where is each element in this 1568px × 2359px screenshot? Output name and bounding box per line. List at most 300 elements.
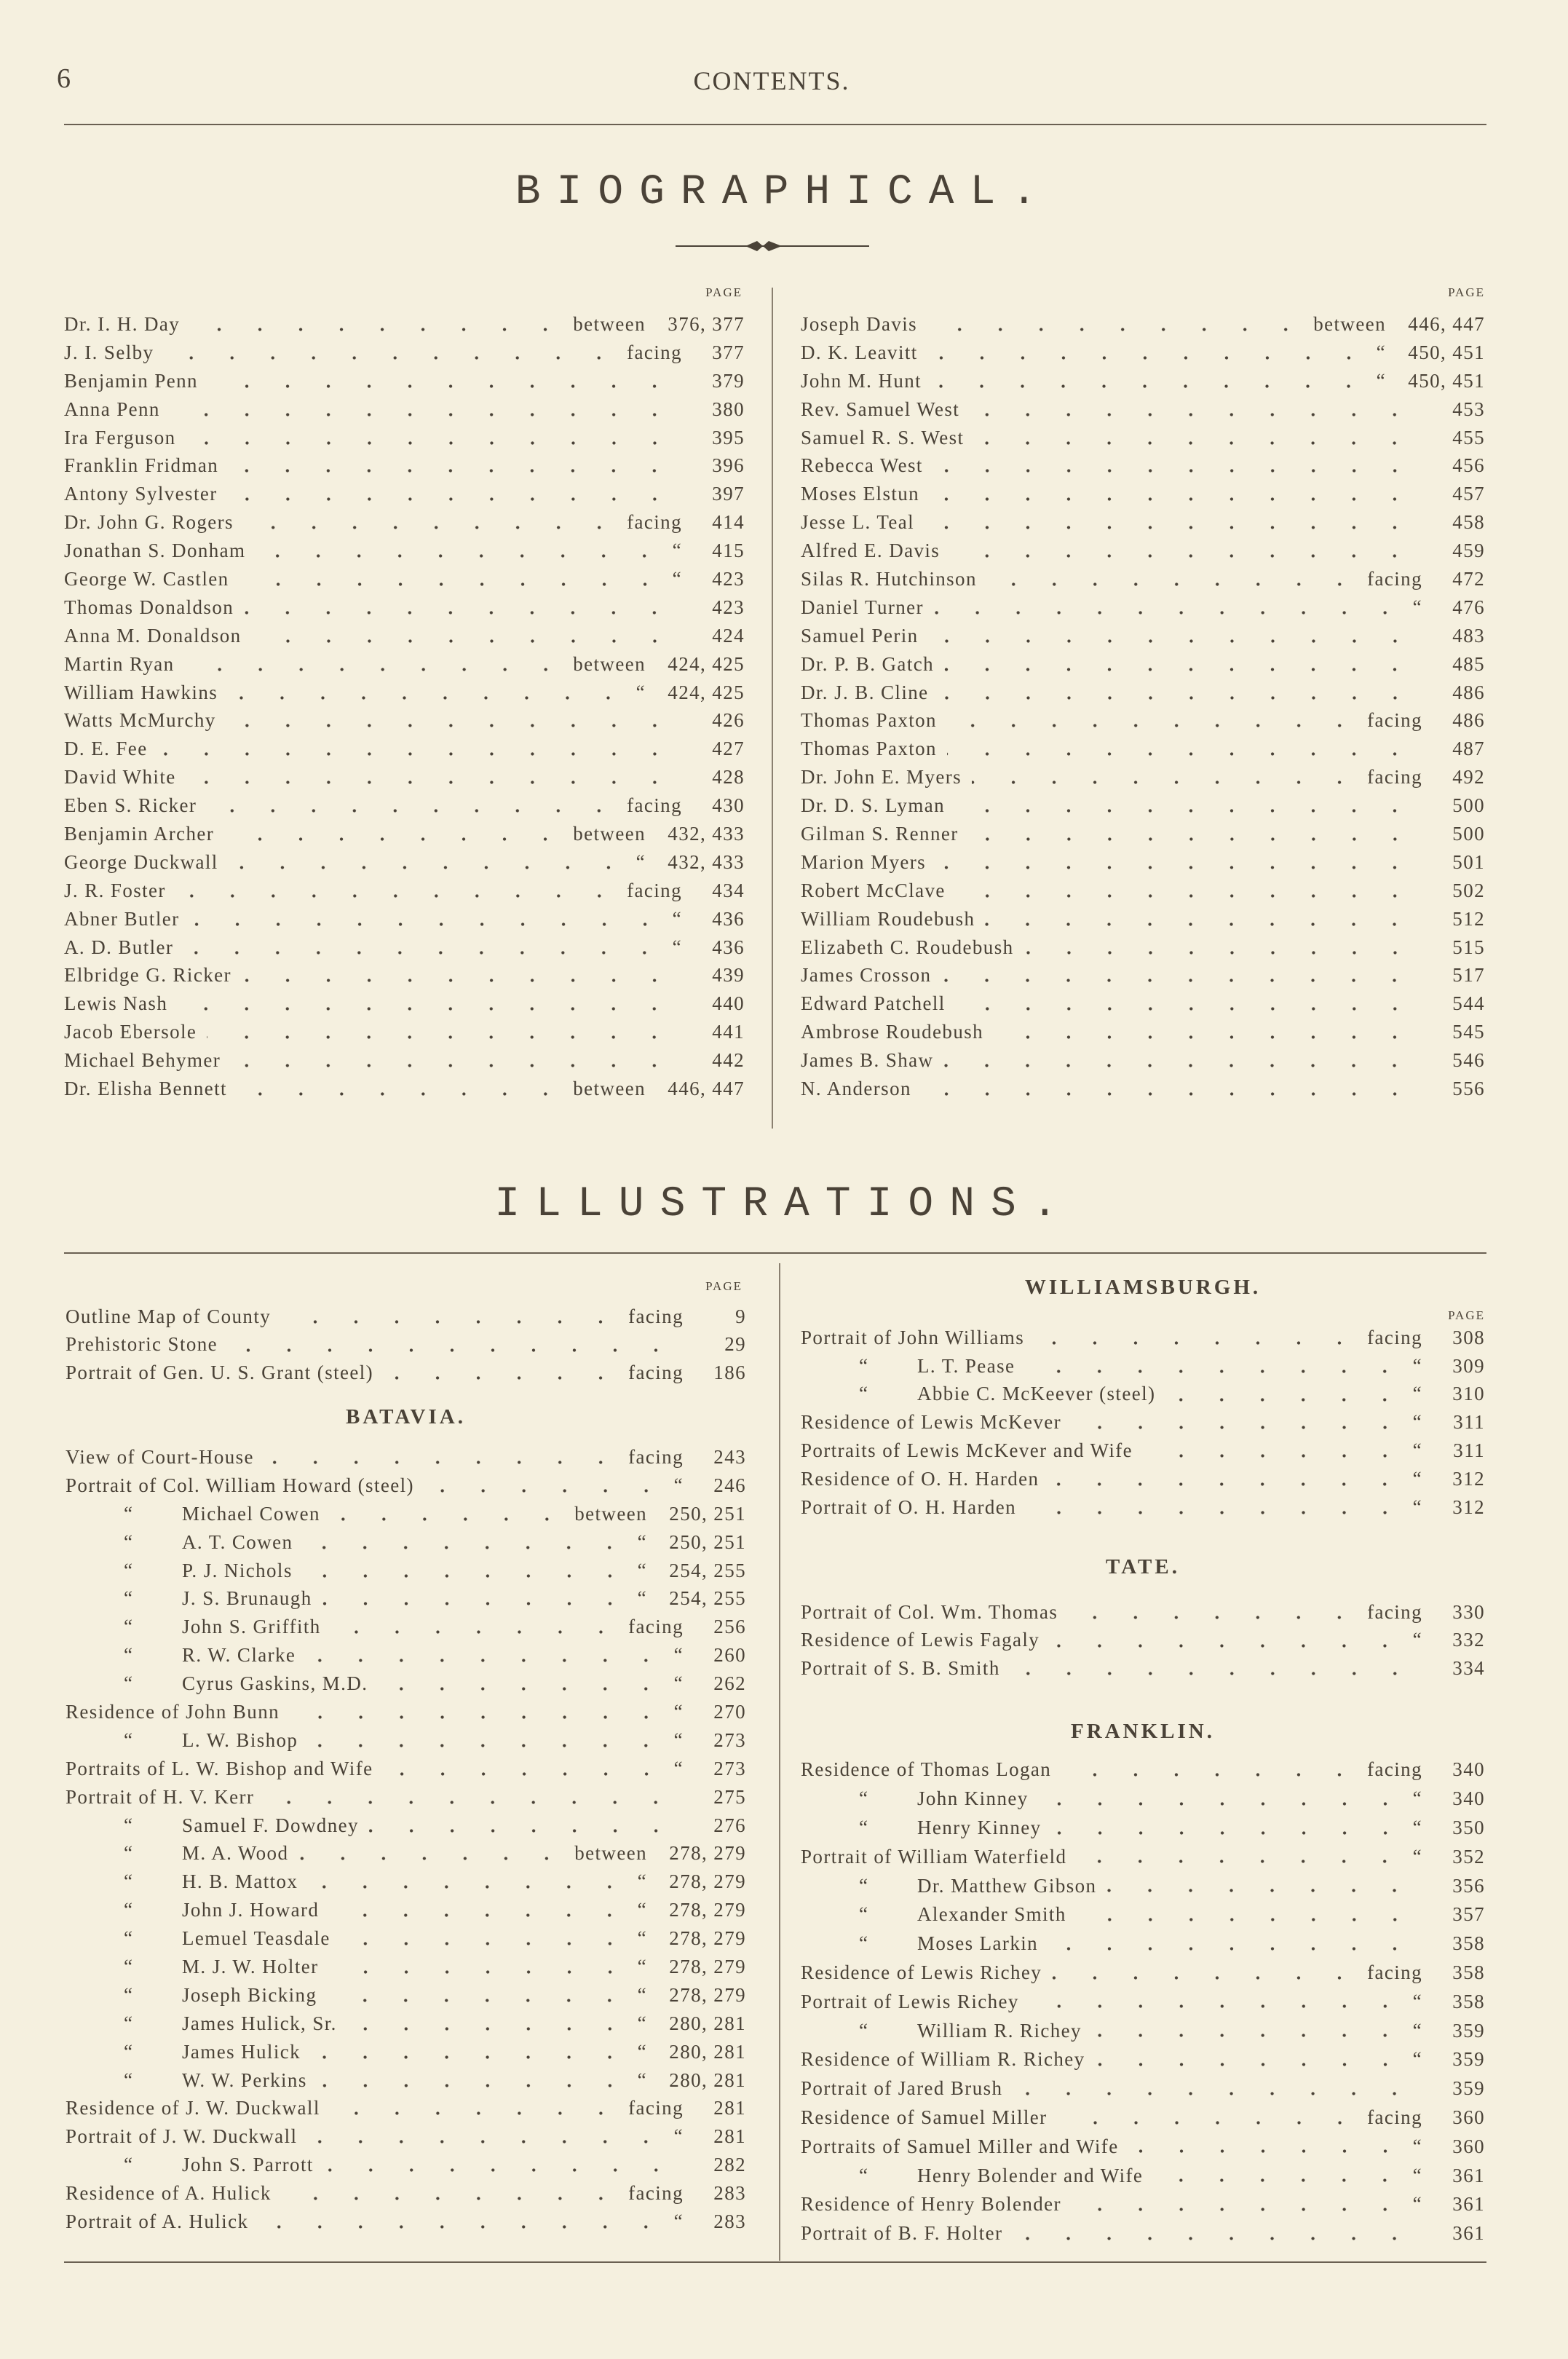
page-qualifier: “ (673, 1672, 684, 1695)
page-number: 283 (713, 2182, 746, 2205)
entry-title: Edward Patchell (801, 992, 946, 1015)
entry-title: L. W. Bishop (182, 1728, 298, 1751)
page-qualifier: facing (627, 794, 682, 817)
page-reference (1367, 709, 1485, 732)
toc-entry (801, 480, 1485, 508)
page-reference (573, 653, 745, 676)
entry-title: Portrait of J. W. Duckwall (66, 2125, 298, 2148)
page-number: 310 (1452, 1383, 1485, 1405)
dot-leader (224, 820, 566, 848)
williamsburgh-heading: WILLIAMSBURGH. (1024, 1276, 1262, 1299)
page-number: 395 (712, 426, 745, 449)
entry-title: Alexander Smith (917, 1903, 1066, 1926)
page-reference (1413, 2020, 1485, 2042)
entry-title: Dr. John G. Rogers (64, 511, 234, 534)
page-qualifier: “ (637, 2040, 647, 2063)
dot-leader (229, 848, 629, 877)
page-reference (1367, 568, 1485, 590)
page-number: 254, 255 (669, 1587, 746, 1610)
page-reference (1422, 992, 1485, 1015)
toc-entry (801, 877, 1485, 905)
franklin-heading: FRANKLIN. (1071, 1720, 1215, 1743)
page-qualifier: between (1313, 312, 1386, 335)
toc-entry (801, 1871, 1485, 1900)
toc-entry (801, 2190, 1485, 2219)
entry-title: Portrait of B. F. Holter (801, 2222, 1003, 2245)
page-number: 29 (724, 1333, 746, 1356)
page-reference (682, 1049, 745, 1072)
dot-leader (939, 679, 1415, 707)
page-number: 517 (1452, 964, 1485, 987)
page-reference (1413, 1787, 1485, 1810)
dot-leader (985, 905, 1415, 933)
page-reference (684, 1814, 746, 1837)
toc-entry (64, 1018, 745, 1046)
page-qualifier: “ (1412, 596, 1422, 618)
dot-leader (934, 593, 1406, 622)
dot-leader (303, 1528, 630, 1557)
toc-entry (801, 820, 1485, 848)
entry-title: Portrait of H. V. Kerr (66, 1785, 255, 1808)
page-number: 280, 281 (669, 2040, 746, 2063)
page-reference (1367, 1327, 1485, 1349)
dot-leader (324, 2151, 676, 2179)
page-reference (1422, 964, 1485, 987)
page-qualifier: facing (1367, 1758, 1422, 1781)
toc-entry (801, 508, 1485, 537)
page-qualifier: “ (672, 567, 682, 590)
entry-title: Abbie C. McKeever (steel) (917, 1383, 1156, 1405)
entry-title: D. E. Fee (64, 738, 148, 760)
page-number: 308 (1452, 1326, 1485, 1348)
dot-leader (290, 1698, 667, 1726)
page-qualifier: between (573, 312, 646, 335)
toc-entry (64, 877, 745, 905)
entry-title: M. A. Wood (182, 1842, 289, 1865)
entry-title: J. S. Brunaugh (182, 1587, 312, 1610)
entry-title: Prehistoric Stone (66, 1333, 218, 1356)
entry-title: Eben S. Ricker (64, 794, 197, 817)
page-number: 361 (1452, 2164, 1485, 2186)
page-reference (1422, 653, 1485, 676)
page-number: 312 (1452, 1467, 1485, 1490)
toc-entry (64, 820, 745, 848)
page-reference (1367, 1758, 1485, 1781)
dot-leader (943, 1046, 1415, 1075)
toc-entry (64, 1046, 745, 1075)
page-number: 457 (1452, 483, 1485, 505)
entry-title: Dr. D. S. Lyman (801, 794, 946, 817)
dot-leader (1072, 1408, 1406, 1437)
page-reference (628, 2097, 746, 2119)
page-qualifier: facing (1367, 1600, 1422, 1623)
page-number: 455 (1452, 426, 1485, 449)
ditto-mark: “ (124, 2040, 134, 2063)
toc-entry (801, 735, 1485, 763)
dot-leader (1061, 1755, 1360, 1785)
toc-entry (801, 706, 1485, 735)
toc-entry (64, 451, 745, 480)
entry-title: Thomas Paxton (801, 738, 937, 760)
page-qualifier: between (574, 1502, 647, 1525)
entry-title: View of Court-House (66, 1445, 254, 1468)
toc-entry (64, 1075, 745, 1103)
page-number: 311 (1453, 1411, 1485, 1434)
page-number: 278, 279 (669, 1870, 746, 1893)
page-number: 358 (1452, 1932, 1485, 1955)
page-reference (1367, 766, 1485, 789)
entry-title: M. J. W. Holter (182, 1955, 319, 1977)
dot-leader (928, 339, 1369, 367)
biographical-list-left (64, 310, 745, 1103)
page-reference (1422, 823, 1485, 845)
biographical-list-right (801, 310, 1485, 1103)
entry-title: Residence of O. H. Harden (801, 1467, 1040, 1490)
entry-title: Henry Kinney (917, 1816, 1042, 1838)
entry-title: Residence of Samuel Miller (801, 2106, 1048, 2128)
dot-leader (974, 424, 1415, 452)
page-reference (1422, 454, 1485, 477)
entry-title: Residence of Lewis Fagaly (801, 1629, 1040, 1651)
ditto-mark: “ (124, 1672, 134, 1695)
dot-leader (185, 650, 566, 679)
page-qualifier: “ (1412, 1467, 1422, 1490)
dot-leader (183, 933, 665, 962)
page-reference (684, 1333, 746, 1356)
dot-leader (306, 1641, 666, 1670)
page-reference (1413, 1383, 1485, 1405)
dot-leader (932, 367, 1369, 395)
page-reference (1422, 540, 1485, 562)
toc-entry (66, 1981, 746, 2010)
dot-leader (969, 820, 1415, 848)
page-number: 485 (1452, 652, 1485, 675)
page-number: 262 (713, 1672, 746, 1695)
page-number: 352 (1452, 1845, 1485, 1868)
dot-leader (1025, 1352, 1405, 1380)
page-qualifier: “ (1412, 2135, 1422, 2157)
page-reference (1413, 1355, 1485, 1378)
page-number: 500 (1452, 794, 1485, 817)
ditto-mark: “ (859, 2164, 869, 2186)
page-number: 512 (1452, 907, 1485, 930)
entry-title: J. R. Foster (64, 879, 166, 901)
toc-entry (801, 961, 1485, 989)
entry-title: Moses Larkin (917, 1932, 1039, 1955)
toc-entry (64, 395, 745, 424)
dot-leader (298, 1839, 567, 1868)
toc-entry (801, 933, 1485, 962)
page-reference (1422, 1021, 1485, 1043)
entry-title: Dr. P. B. Gatch (801, 652, 934, 675)
page-number: 424, 425 (668, 681, 745, 703)
toc-entry (801, 1900, 1485, 1929)
page-reference (1413, 1817, 1485, 1839)
toc-entry (66, 2208, 746, 2236)
page-reference (638, 2041, 746, 2063)
ditto-mark: “ (124, 1983, 134, 2006)
toc-entry (66, 1896, 746, 1924)
ditto-mark: “ (124, 1870, 134, 1893)
page-number: 501 (1452, 850, 1485, 873)
dot-leader (1049, 1465, 1405, 1493)
dot-leader (170, 395, 675, 424)
page-qualifier: “ (637, 2068, 647, 2091)
toc-entry (66, 1443, 746, 1471)
entry-title: Joseph Bicking (182, 1983, 317, 2006)
page-number: 254, 255 (669, 1559, 746, 1581)
ditto-mark: “ (124, 2068, 134, 2091)
page-qualifier: “ (1412, 2193, 1422, 2216)
page-number: 243 (713, 1445, 746, 1468)
page-number: 456 (1452, 454, 1485, 477)
page-number: 515 (1452, 936, 1485, 958)
dot-leader (1143, 1437, 1406, 1465)
page-reference (1367, 1961, 1485, 1984)
dot-leader (922, 1075, 1415, 1103)
entry-title: Portrait of Gen. U. S. Grant (steel) (66, 1361, 374, 1383)
toc-entry (801, 593, 1485, 622)
page-reference (1422, 1903, 1485, 1926)
page-qualifier: facing (628, 2097, 684, 2119)
page-reference (682, 625, 745, 647)
page-number: 486 (1452, 681, 1485, 703)
ditto-mark: “ (124, 1927, 134, 1950)
page-qualifier: facing (1367, 2106, 1422, 2128)
page-qualifier: “ (673, 1757, 684, 1779)
entry-title: James Crosson (801, 964, 932, 987)
page-reference (627, 511, 745, 534)
page-number: 441 (712, 1021, 745, 1043)
dot-leader (936, 848, 1415, 877)
dot-leader (308, 1868, 630, 1896)
ditto-mark: “ (124, 1842, 134, 1865)
page-number: 282 (713, 2154, 746, 2176)
toc-entry (66, 1698, 746, 1726)
toc-entry (801, 622, 1485, 650)
dot-leader (930, 480, 1415, 508)
entry-title: Silas R. Hutchinson (801, 567, 977, 590)
page-reference (674, 1474, 746, 1497)
page-number: 432, 433 (668, 850, 745, 873)
toc-entry (64, 706, 745, 735)
entry-title: Residence of John Bunn (66, 1700, 280, 1723)
page-qualifier: “ (1412, 2164, 1422, 2186)
dot-leader (1129, 2132, 1406, 2161)
page-number: 380 (712, 398, 745, 420)
dot-leader (207, 791, 619, 820)
toc-entry (64, 565, 745, 593)
column-divider (772, 288, 773, 1129)
dot-leader (341, 1924, 630, 1953)
entry-title: Benjamin Penn (64, 369, 198, 392)
dot-leader (1052, 1959, 1360, 1988)
page-number: 273 (713, 1757, 746, 1779)
entry-title: Elizabeth C. Roudebush (801, 936, 1014, 958)
page-qualifier: facing (1367, 709, 1422, 732)
page-reference (682, 596, 745, 619)
entry-title: Dr. Matthew Gibson (917, 1874, 1097, 1897)
entry-title: Alfred E. Davis (801, 540, 941, 562)
illustrations-rule (64, 1252, 1486, 1254)
toc-entry (64, 650, 745, 679)
entry-title: Jacob Ebersole (64, 1021, 197, 1043)
entry-title: Franklin Fridman (64, 454, 219, 477)
page-column-label: PAGE (705, 1279, 743, 1293)
dot-leader (1034, 1324, 1360, 1352)
toc-entry (801, 1814, 1485, 1843)
toc-entry (64, 735, 745, 763)
toc-entry (801, 1959, 1485, 1988)
toc-entry (64, 848, 745, 877)
toc-entry (66, 2038, 746, 2066)
page-number: 357 (1452, 1903, 1485, 1926)
entry-title: James B. Shaw (801, 1049, 934, 1072)
dot-leader (1050, 1627, 1405, 1655)
page-number: 359 (1452, 2077, 1485, 2100)
toc-entry (801, 1352, 1485, 1380)
page-qualifier: facing (627, 879, 682, 901)
page-reference (1413, 1439, 1485, 1462)
toc-entry (801, 2074, 1485, 2103)
page-reference (1377, 341, 1485, 364)
toc-entry (801, 1380, 1485, 1409)
toc-entry (64, 905, 745, 933)
entry-title: L. T. Pease (917, 1354, 1015, 1377)
dot-leader (331, 1613, 621, 1641)
ditto-mark: “ (124, 1502, 134, 1525)
page-reference (1422, 880, 1485, 902)
toc-entry (801, 650, 1485, 679)
page-reference (1422, 1875, 1485, 1897)
page-number: 256 (713, 1616, 746, 1638)
page-reference (682, 370, 745, 392)
toc-entry (801, 2103, 1485, 2133)
entry-title: A. D. Butler (64, 936, 174, 958)
dot-leader (258, 2208, 666, 2236)
page-qualifier: “ (1412, 1629, 1422, 1651)
page-reference (636, 681, 745, 704)
toc-entry (64, 424, 745, 452)
toc-entry (801, 395, 1485, 424)
page-qualifier: “ (637, 2012, 647, 2034)
toc-entry (801, 1465, 1485, 1493)
toc-entry (801, 1929, 1485, 1959)
dot-leader (944, 650, 1415, 679)
page-qualifier: “ (1412, 1439, 1422, 1462)
page-reference (673, 540, 745, 562)
page-qualifier: “ (1412, 1411, 1422, 1434)
entry-title: Dr. J. B. Cline (801, 681, 929, 703)
page-number: 436 (712, 936, 745, 958)
page-reference (673, 908, 745, 930)
page-number: 360 (1452, 2106, 1485, 2128)
entry-title: H. B. Mattox (182, 1870, 298, 1893)
page-number: 356 (1452, 1874, 1485, 1897)
tate-heading: TATE. (1106, 1555, 1180, 1578)
page-qualifier: facing (628, 1445, 684, 1468)
page-reference (1422, 2222, 1485, 2245)
entry-title: Michael Cowen (182, 1502, 320, 1525)
page-number: 360 (1452, 2135, 1485, 2157)
toc-entry (801, 1493, 1485, 1522)
page-reference (1422, 851, 1485, 874)
page-column-label: PAGE (705, 285, 743, 299)
page-number: 439 (712, 964, 745, 987)
page-qualifier: “ (673, 2210, 684, 2232)
page-qualifier: “ (637, 1559, 647, 1581)
toc-entry (66, 1783, 746, 1811)
toc-entry (801, 848, 1485, 877)
toc-entry (66, 2010, 746, 2038)
page-reference (1413, 1468, 1485, 1490)
dot-leader (941, 961, 1415, 989)
toc-entry (64, 961, 745, 989)
page-reference (628, 1305, 746, 1328)
entry-title: Jonathan S. Donham (64, 540, 246, 562)
entry-title: Anna M. Donaldson (64, 624, 242, 647)
entry-title: Portrait of William Waterfield (801, 1845, 1067, 1868)
page-number: 273 (713, 1728, 746, 1751)
page-qualifier: “ (1412, 1383, 1422, 1405)
toc-entry (64, 508, 745, 537)
dot-leader (1013, 2219, 1415, 2248)
entry-title: Antony Sylvester (64, 483, 218, 505)
entry-title: J. I. Selby (64, 341, 154, 363)
page-qualifier: “ (673, 1728, 684, 1751)
page-number: 361 (1452, 2222, 1485, 2245)
toc-entry (801, 2161, 1485, 2190)
dot-leader (955, 791, 1415, 820)
page-number: 358 (1452, 1990, 1485, 2012)
page-number: 472 (1452, 567, 1485, 590)
page-reference (1413, 2165, 1485, 2187)
header-rule (64, 124, 1486, 125)
page-reference (674, 1758, 746, 1780)
entry-title: Jesse L. Teal (801, 511, 915, 534)
toc-entry (66, 1924, 746, 1953)
toc-entry (801, 1785, 1485, 1814)
ditto-mark: “ (124, 1728, 134, 1751)
page-number: 278, 279 (669, 1955, 746, 1977)
page-qualifier: “ (1412, 1354, 1422, 1377)
toc-entry (66, 1811, 746, 1840)
page-qualifier: “ (637, 1870, 647, 1893)
page-reference (1413, 1411, 1485, 1434)
page-number: 276 (713, 1814, 746, 1836)
dot-leader (1068, 1598, 1360, 1627)
entry-title: Portrait of A. Hulick (66, 2210, 249, 2232)
toc-entry (66, 2151, 746, 2179)
toc-entry (801, 310, 1485, 339)
page-reference (1422, 511, 1485, 534)
entry-title: Lemuel Teasdale (182, 1927, 330, 1950)
toc-entry (64, 593, 745, 622)
entry-title: Outline Map of County (66, 1305, 272, 1327)
toc-entry (801, 339, 1485, 367)
page-number: 486 (1452, 709, 1485, 732)
dot-leader (244, 508, 619, 537)
page-number: 487 (1452, 738, 1485, 760)
page-reference (628, 1616, 746, 1638)
page-reference (682, 483, 745, 505)
page-reference (573, 823, 745, 845)
entry-title: Ambrose Roudebush (801, 1021, 984, 1043)
page-qualifier: “ (1412, 1816, 1422, 1838)
ditto-mark: “ (124, 1559, 134, 1581)
entry-title: Residence of Lewis McKever (801, 1411, 1062, 1434)
toc-entry (66, 1557, 746, 1585)
